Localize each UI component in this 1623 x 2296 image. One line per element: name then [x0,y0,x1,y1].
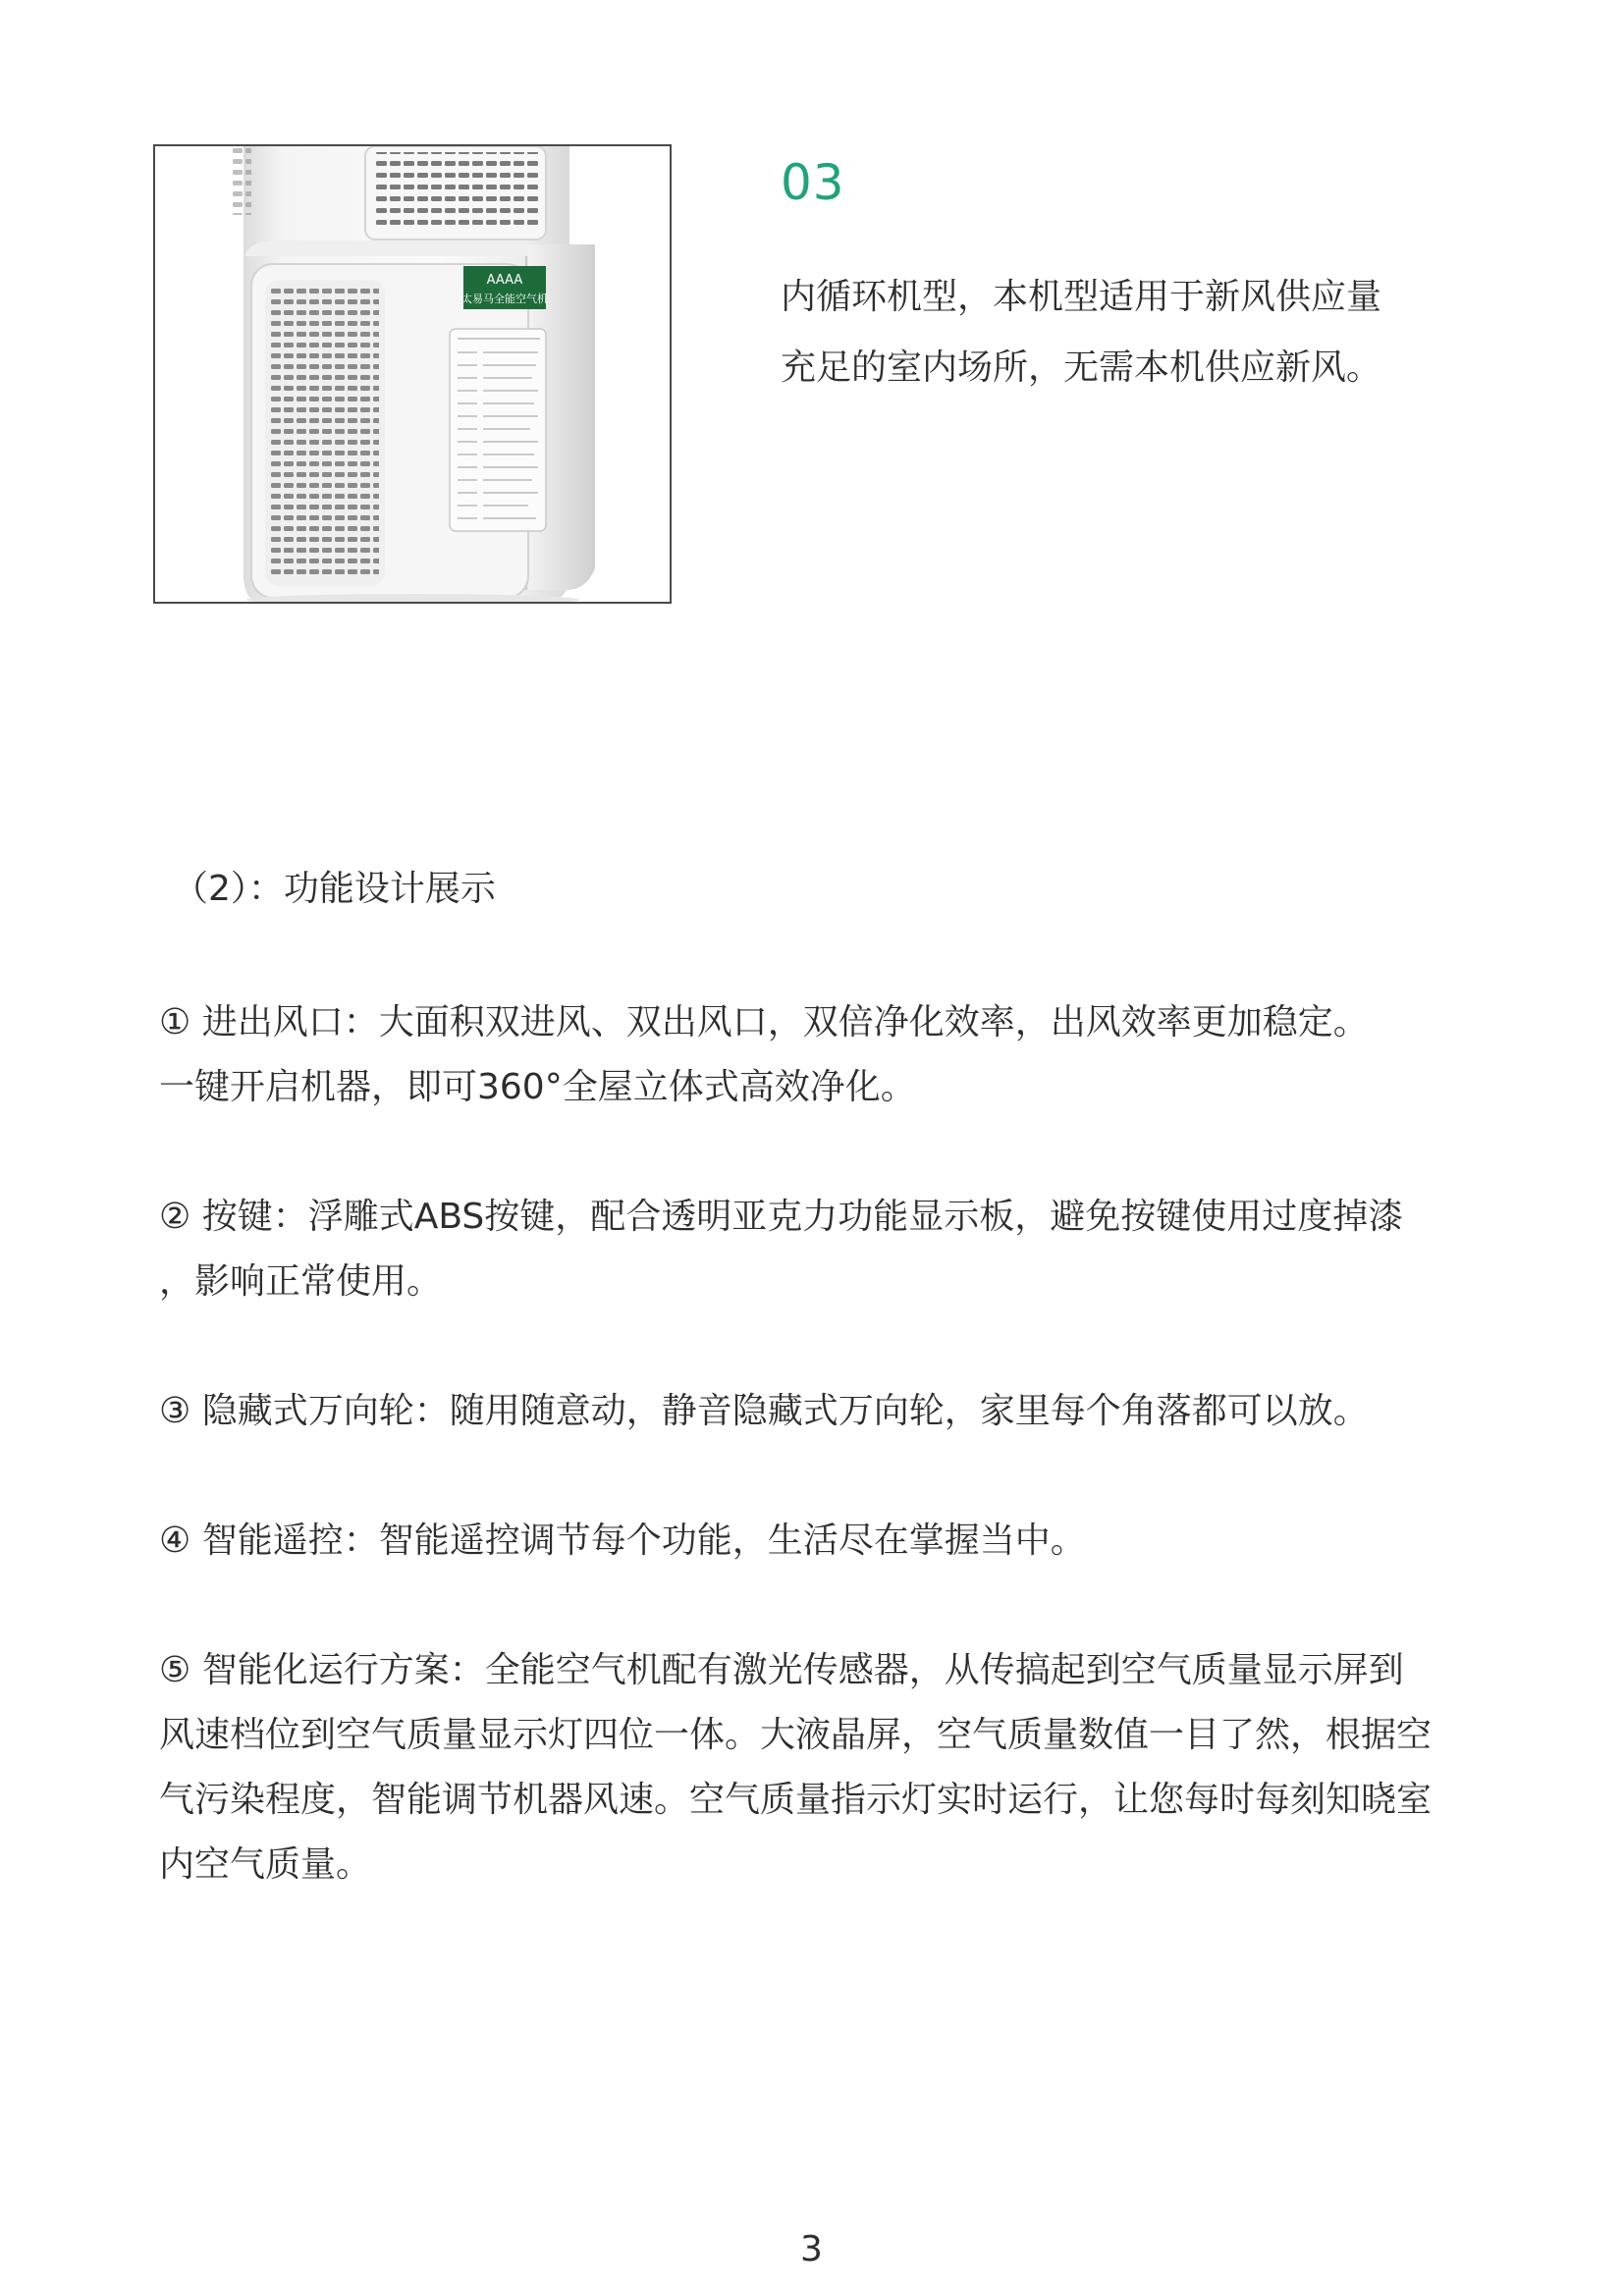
feature-line: 内空气质量。 [159,1844,372,1885]
model-number: 03 [781,154,845,211]
product-photo [153,144,672,604]
feature-line: ③ 隐藏式万向轮：随用随意动，静音隐藏式万向轮，家里每个角落都可以放。 [159,1391,1369,1431]
feature-item-remote-control [159,1509,1494,1574]
feature-line: 一键开启机器，即可360°全屋立体式高效净化。 [159,1067,916,1107]
feature-line: 风速档位到空气质量显示灯四位一体。大液晶屏，空气质量数值一目了然，根据空 [159,1715,1433,1755]
feature-line: ，影响正常使用。 [159,1261,443,1302]
feature-line: ⑤ 智能化运行方案：全能空气机配有激光传感器，从传搞起到空气质量显示屏到 [159,1650,1404,1690]
feature-list [159,990,1494,1897]
feature-line: 气污染程度，智能调节机器风速。空气质量指示灯实时运行，让您每时每刻知晓室 [159,1780,1433,1820]
air-purifier-illustration [155,146,670,602]
feature-item-air-inlet-outlet [159,990,1494,1120]
model-description-line: 充足的室内场所，无需本机供应新风。 [781,347,1382,388]
feature-item-buttons [159,1185,1494,1314]
feature-line: ① 进出风口：大面积双进风、双出风口，双倍净化效率，出风效率更加稳定。 [159,1002,1369,1042]
model-description-line: 内循环机型，本机型适用于新风供应量 [781,277,1382,317]
feature-item-hidden-casters [159,1379,1494,1444]
logo-text: 太易马全能空气机 [461,293,548,305]
feature-line: ④ 智能遥控：智能遥控调节每个功能，生活尽在掌握当中。 [159,1521,1086,1561]
model-description [781,262,1468,403]
page-number: 3 [800,2229,823,2269]
feature-line: ② 按键：浮雕式ABS按键，配合透明亚克力功能显示板，避免按键使用过度掉漆 [159,1197,1404,1237]
logo-mark: AAAA [486,273,523,288]
section-heading: （2）：功能设计展示 [173,869,496,909]
feature-item-smart-operation [159,1638,1494,1897]
